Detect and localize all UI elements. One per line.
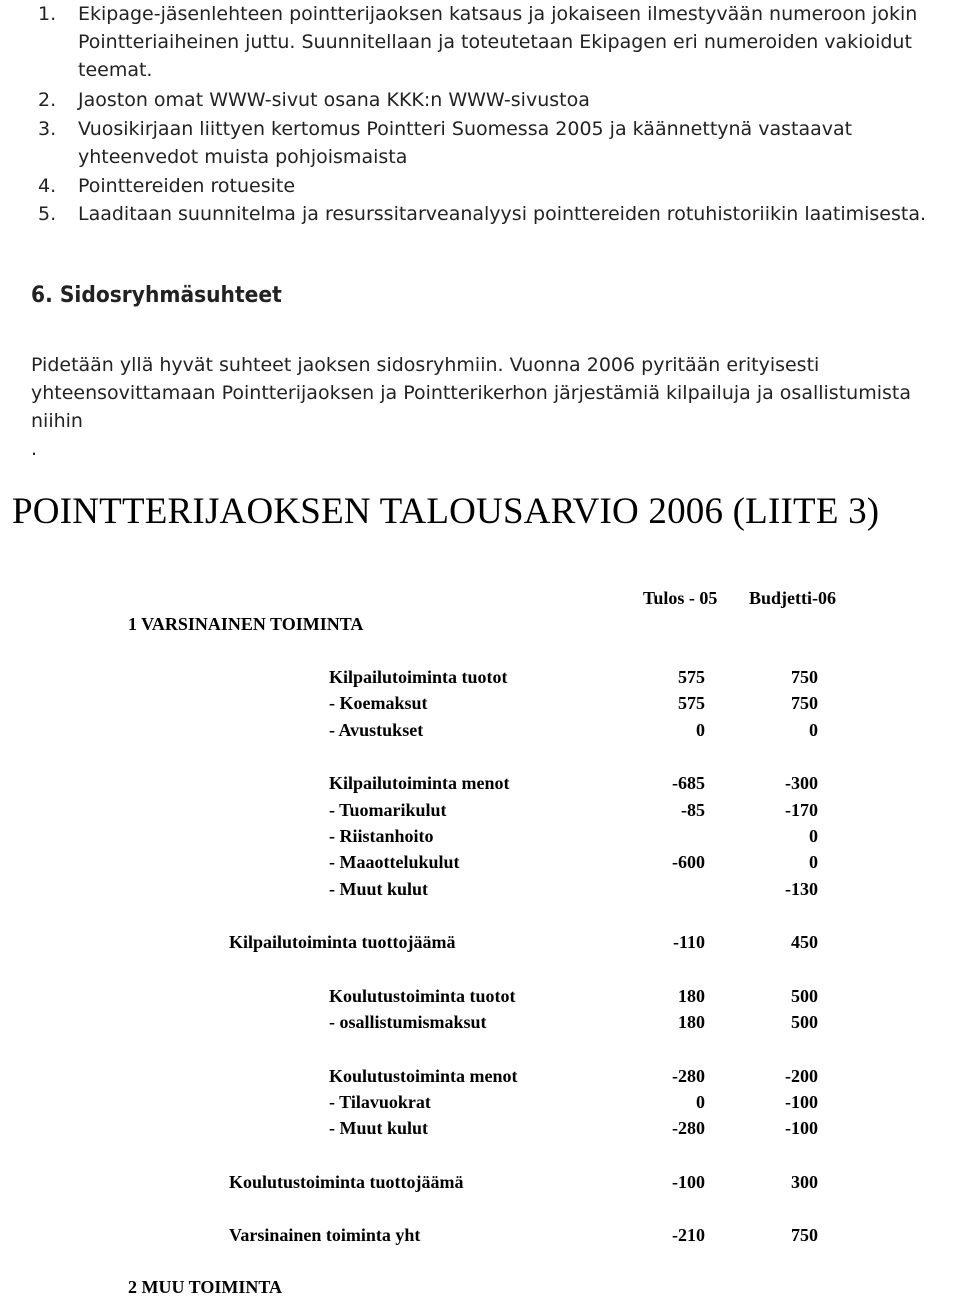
- row-label: Kilpailutoiminta tuottojäämä: [229, 932, 456, 952]
- list-number: 4.: [38, 175, 57, 197]
- row-value-result: -600: [672, 852, 705, 872]
- list-text-line: Laaditaan suunnitelma ja resurssitarveanalyysi pointtereiden rotuhistoriikin laatimisesta.: [78, 203, 927, 225]
- row-label: - Riistanhoito: [329, 826, 434, 846]
- list-text: [78, 0, 958, 84]
- list-text: [78, 86, 958, 114]
- row-value-result: 0: [696, 720, 705, 740]
- paragraph-line: yhteensovittamaan Pointterijaoksen ja Pointterikerhon järjestämiä kilpailuja ja osallistumista: [31, 382, 911, 404]
- budget-title: POINTTERIJAOKSEN TALOUSARVIO 2006 (LIITE 3): [12, 491, 880, 532]
- list-number: 3.: [38, 118, 57, 140]
- row-label: - Tilavuokrat: [329, 1092, 431, 1112]
- list-text-line: yhteenvedot muista pohjoismaista: [78, 146, 408, 168]
- list-text-line: Jaoston omat WWW-sivut osana KKK:n WWW-sivustoa: [78, 89, 590, 111]
- row-value-result: 575: [678, 667, 705, 687]
- row-label: Koulutustoiminta tuotot: [329, 986, 516, 1006]
- row-value-budget: -200: [785, 1066, 818, 1086]
- list-text-line: Pointtereiden rotuesite: [78, 175, 296, 197]
- list-text: [78, 115, 958, 171]
- row-label: Varsinainen toiminta yht: [229, 1225, 421, 1245]
- column-header-budget: Budjetti-06: [749, 588, 836, 608]
- list-text: [78, 200, 958, 228]
- row-value-result: -280: [672, 1118, 705, 1138]
- row-value-budget: -100: [785, 1118, 818, 1138]
- row-value-budget: -170: [785, 800, 818, 820]
- list-text-line: Vuosikirjaan liittyen kertomus Pointteri Suomessa 2005 ja käännettynä vastaavat: [78, 118, 853, 140]
- row-value-result: 180: [678, 986, 705, 1006]
- paragraph-line: niihin: [31, 410, 83, 432]
- row-label: - Tuomarikulut: [329, 800, 447, 820]
- section-paragraph: [31, 351, 951, 463]
- row-label: - Avustukset: [329, 720, 424, 740]
- row-value-budget: -130: [785, 879, 818, 899]
- row-value-budget: 500: [791, 986, 818, 1006]
- row-value-budget: 300: [791, 1172, 818, 1192]
- row-value-budget: 750: [791, 693, 818, 713]
- row-value-budget: 500: [791, 1012, 818, 1032]
- row-value-result: -685: [672, 773, 705, 793]
- list-number: 2.: [38, 89, 57, 111]
- row-value-result: 180: [678, 1012, 705, 1032]
- column-header-result: Tulos - 05: [643, 588, 718, 608]
- row-value-budget: 750: [791, 1225, 818, 1245]
- list-text-line: teemat.: [78, 59, 153, 81]
- row-value-budget: 450: [791, 932, 818, 952]
- row-value-budget: 0: [809, 852, 818, 872]
- row-value-budget: -300: [785, 773, 818, 793]
- list-text: [78, 172, 958, 200]
- row-label: Kilpailutoiminta menot: [329, 773, 510, 793]
- row-value-result: 575: [678, 693, 705, 713]
- section-label-1: 1 VARSINAINEN TOIMINTA: [128, 614, 364, 634]
- row-label: - osallistumismaksut: [329, 1012, 487, 1032]
- section-label-2: 2 MUU TOIMINTA: [128, 1277, 283, 1297]
- row-value-budget: 0: [809, 720, 818, 740]
- row-label: - Muut kulut: [329, 879, 429, 899]
- row-label: - Muut kulut: [329, 1118, 429, 1138]
- row-value-budget: -100: [785, 1092, 818, 1112]
- row-label: - Koemaksut: [329, 693, 428, 713]
- row-label: Koulutustoiminta tuottojäämä: [229, 1172, 464, 1192]
- row-label: - Maaottelukulut: [329, 852, 460, 872]
- row-value-result: -85: [681, 800, 705, 820]
- row-value-budget: 0: [809, 826, 818, 846]
- list-text-line: Ekipage-jäsenlehteen pointterijaoksen katsaus ja jokaiseen ilmestyvään numeroon jokin: [78, 3, 918, 25]
- row-value-result: -210: [672, 1225, 705, 1245]
- paragraph-line: .: [31, 438, 38, 460]
- row-value-result: -110: [672, 932, 705, 952]
- row-label: Koulutustoiminta menot: [329, 1066, 518, 1086]
- row-label: Kilpailutoiminta tuotot: [329, 667, 508, 687]
- list-number: 1.: [38, 3, 57, 25]
- list-text-line: Pointteriaiheinen juttu. Suunnitellaan ja toteutetaan Ekipagen eri numeroiden vakioidut: [78, 31, 912, 53]
- paragraph-line: Pidetään yllä hyvät suhteet jaoksen sidosryhmiin. Vuonna 2006 pyritään erityisesti: [31, 354, 820, 376]
- row-value-budget: 750: [791, 667, 818, 687]
- list-number: 5.: [38, 203, 57, 225]
- section-heading: 6. Sidosryhmäsuhteet: [31, 283, 282, 308]
- row-value-result: -280: [672, 1066, 705, 1086]
- row-value-result: -100: [672, 1172, 705, 1192]
- row-value-result: 0: [696, 1092, 705, 1112]
